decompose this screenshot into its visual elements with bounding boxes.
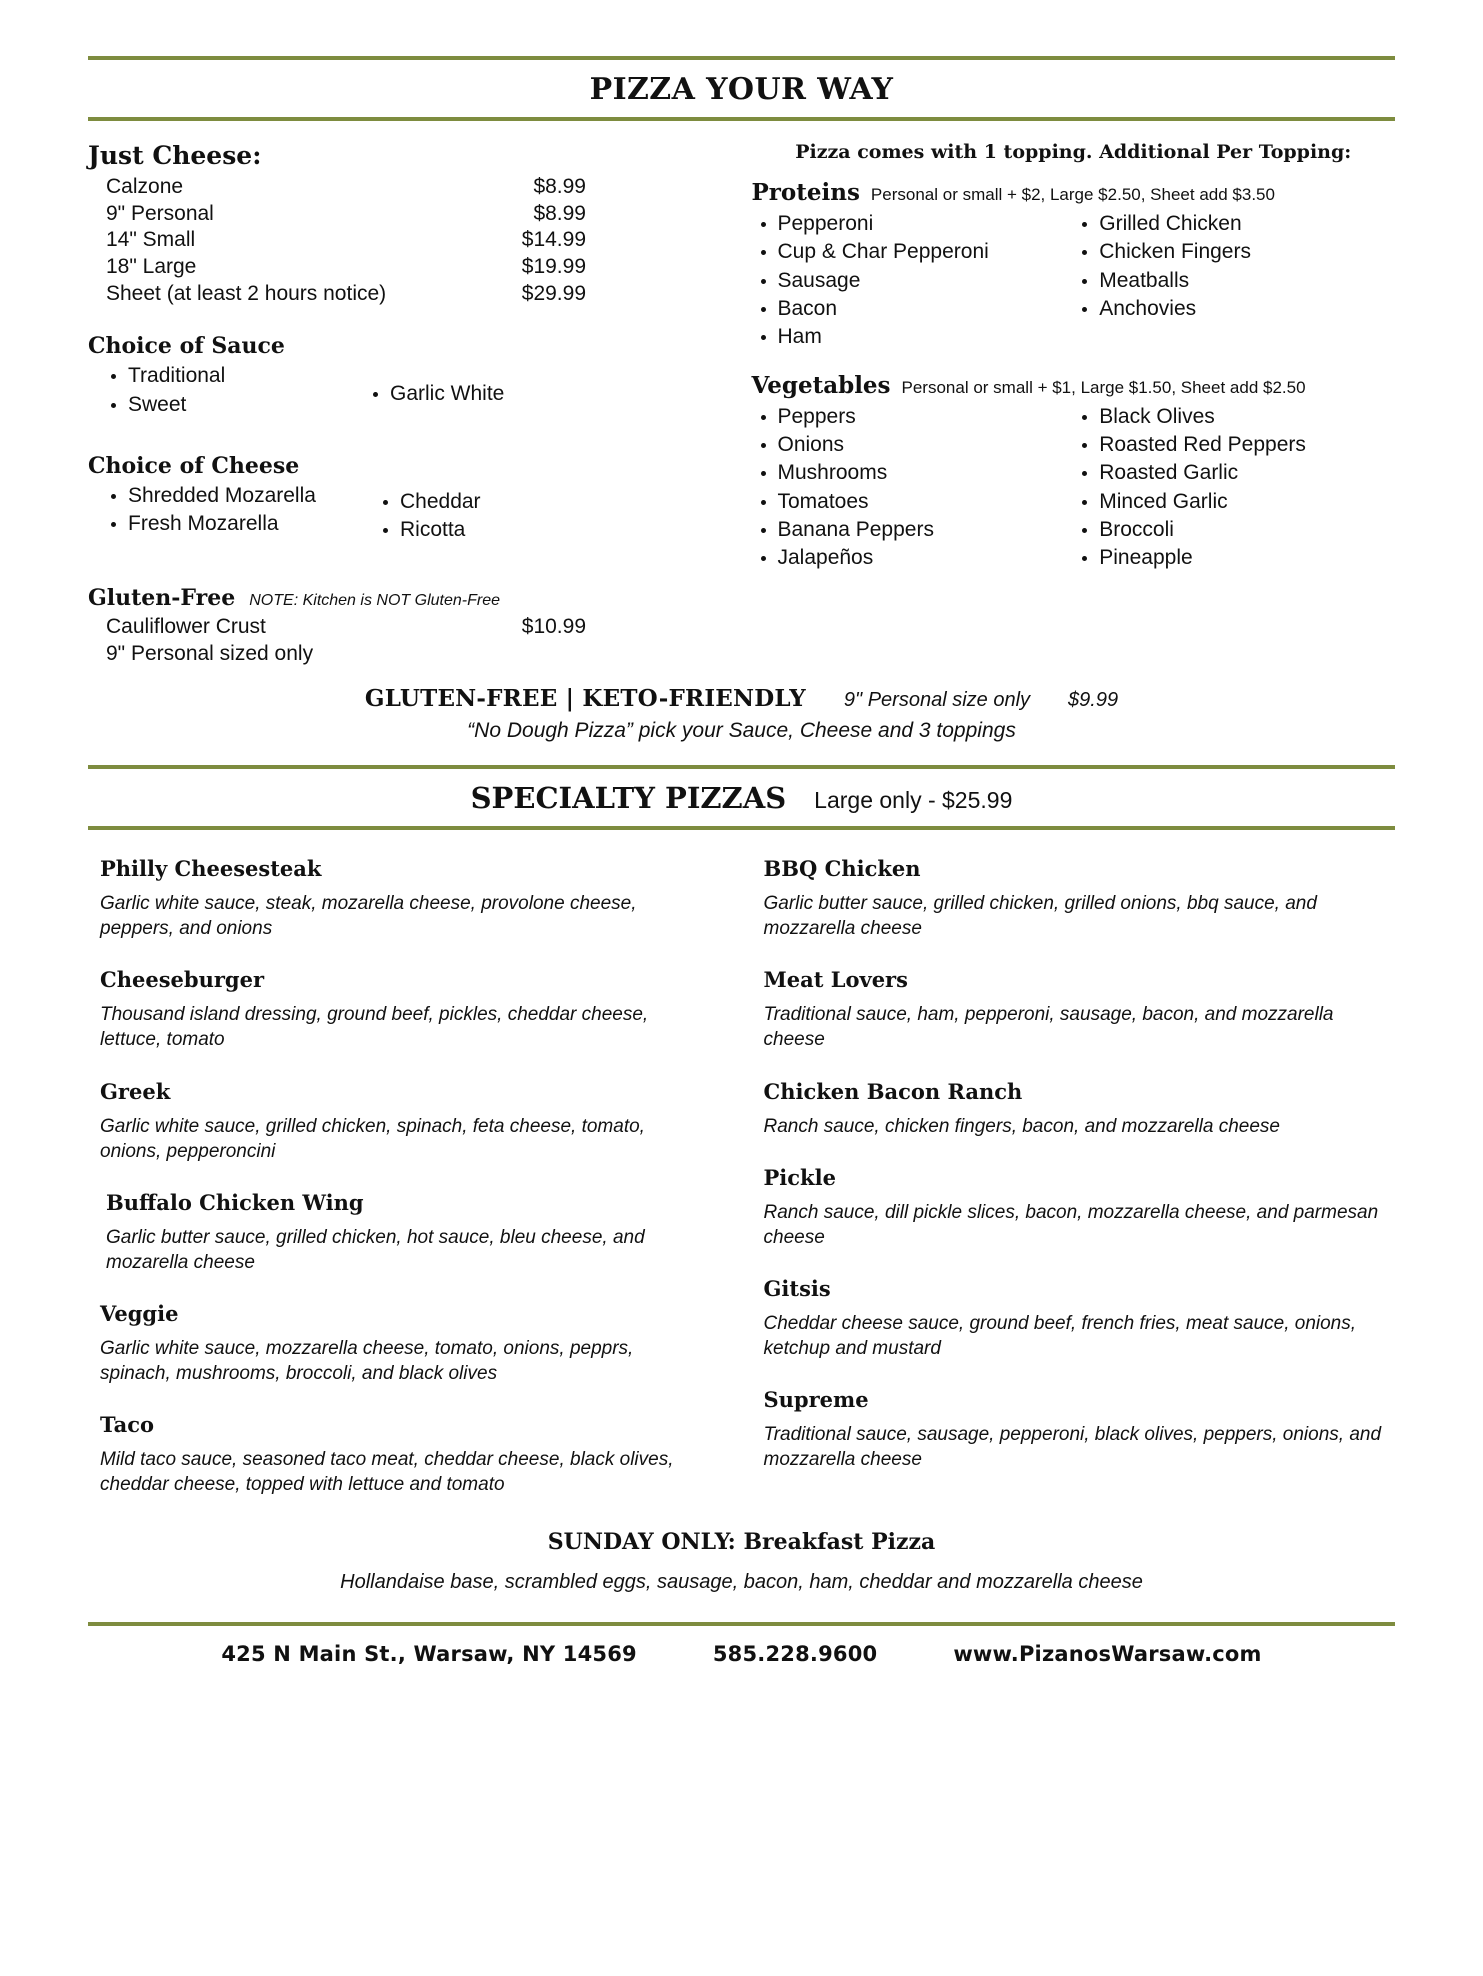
- list-item: Peppers: [752, 403, 1074, 431]
- left-column: [88, 141, 742, 667]
- item-price: $8.99: [533, 175, 586, 198]
- list-item: Shredded Mozarella: [102, 482, 374, 510]
- proteins-list: [752, 210, 1396, 352]
- choice-of-sauce-list: [102, 362, 734, 419]
- sunday-title: SUNDAY ONLY: Breakfast Pizza: [547, 1529, 936, 1556]
- keto-price: $9.99: [1068, 689, 1119, 712]
- item-name: Calzone: [106, 175, 184, 198]
- list-item: Meatballs: [1073, 267, 1395, 295]
- specialty-item: [764, 967, 1396, 1052]
- list-item: Roasted Garlic: [1073, 459, 1395, 487]
- pizza-description: Ranch sauce, chicken fingers, bacon, and mozzarella cheese: [763, 1115, 1280, 1137]
- item-name: 14" Small: [106, 228, 196, 252]
- specialty-item: [764, 1276, 1396, 1361]
- price-row: [106, 201, 586, 228]
- specialty-item: [100, 1301, 702, 1386]
- list-item: Onions: [752, 431, 1074, 459]
- specialty-item: [764, 1165, 1396, 1250]
- pizza-description: Mild taco sauce, seasoned taco meat, cheddar cheese, black olives, cheddar cheese, topped with lettuce and tomato: [100, 1449, 674, 1496]
- pizza-description: Cheddar cheese sauce, ground beef, french fries, meat sauce, onions, ketchup and mustard: [763, 1312, 1357, 1359]
- specialty-item: [100, 1190, 702, 1275]
- specialty-divider-lower: [88, 826, 1395, 830]
- price-row: [106, 254, 586, 281]
- price-row: [106, 613, 586, 640]
- list-item: Traditional: [102, 362, 364, 390]
- pizza-name: Buffalo Chicken Wing: [106, 1189, 364, 1215]
- footer-address: 425 N Main St., Warsaw, NY 14569: [221, 1642, 637, 1667]
- list-item: Roasted Red Peppers: [1073, 431, 1395, 459]
- pizza-name: Cheeseburger: [100, 967, 265, 993]
- vegetables-price-note: Personal or small + $1, Large $1.50, Sheet add $2.50: [901, 377, 1306, 397]
- list-item: Ricotta: [374, 516, 481, 544]
- page-title: PIZZA YOUR WAY: [589, 72, 894, 107]
- vegetables-heading-row: [752, 372, 1396, 399]
- right-column: [742, 141, 1396, 667]
- pizza-name: Gitsis: [763, 1275, 831, 1301]
- gluten-free-heading-row: [88, 585, 734, 611]
- pizza-name: Supreme: [763, 1386, 869, 1412]
- list-item: Tomatoes: [752, 488, 1074, 516]
- list-item: Fresh Mozarella: [102, 510, 374, 538]
- list-item: Cup & Char Pepperoni: [752, 238, 1074, 266]
- item-price: $19.99: [521, 254, 586, 278]
- list-item: Cheddar: [374, 488, 481, 516]
- list-item: Grilled Chicken: [1073, 210, 1395, 238]
- specialty-item: [764, 1387, 1396, 1472]
- footer-website[interactable]: www.PizanosWarsaw.com: [953, 1642, 1262, 1667]
- specialty-item: [100, 1412, 702, 1497]
- list-item: Jalapeños: [752, 544, 1074, 572]
- list-item: Sausage: [752, 267, 1074, 295]
- item-price: $14.99: [521, 228, 586, 252]
- keto-size-note: 9" Personal size only: [843, 689, 1031, 712]
- sunday-description: Hollandaise base, scrambled eggs, sausage, bacon, ham, cheddar and mozzarella cheese: [340, 1571, 1143, 1594]
- pizza-name: Taco: [100, 1412, 155, 1438]
- specialty-right-column: [742, 856, 1396, 1523]
- item-price: $8.99: [533, 201, 586, 225]
- specialty-item: [764, 1079, 1396, 1139]
- pizza-name: Pickle: [763, 1164, 836, 1190]
- item-price: $29.99: [521, 281, 586, 305]
- specialty-item: [100, 856, 702, 941]
- choice-of-sauce-heading: Choice of Sauce: [88, 333, 285, 360]
- item-name: Cauliflower Crust: [106, 614, 266, 638]
- gluten-free-note: NOTE: Kitchen is NOT Gluten-Free: [249, 591, 500, 609]
- list-item: Pepperoni: [752, 210, 1074, 238]
- list-item: Sweet: [102, 391, 364, 419]
- item-name: 18" Large: [106, 254, 197, 278]
- specialty-item: [100, 967, 702, 1052]
- list-item: Banana Peppers: [752, 516, 1074, 544]
- footer-phone[interactable]: 585.228.9600: [712, 1642, 878, 1667]
- specialty-title: SPECIALTY PIZZAS: [470, 781, 787, 816]
- pizza-description: Ranch sauce, dill pickle slices, bacon, mozzarella cheese, and parmesan cheese: [763, 1201, 1379, 1248]
- vegetables-heading: Vegetables: [751, 371, 891, 399]
- proteins-heading-row: [752, 179, 1396, 206]
- gluten-free-list: [106, 613, 734, 668]
- pizza-description: Garlic white sauce, grilled chicken, spinach, feta cheese, tomato, onions, pepperoncini: [100, 1115, 645, 1162]
- list-item: Bacon: [752, 295, 1074, 323]
- list-item: Black Olives: [1073, 403, 1395, 431]
- menu-page: [0, 56, 1483, 1976]
- proteins-price-note: Personal or small + $2, Large $2.50, Sheet add $3.50: [870, 185, 1275, 204]
- pizza-description: Garlic butter sauce, grilled chicken, grilled onions, bbq sauce, and mozzarella cheese: [763, 893, 1317, 940]
- list-item: Anchovies: [1073, 295, 1395, 323]
- price-row: [106, 227, 586, 254]
- specialty-subtitle: Large only - $25.99: [814, 787, 1013, 814]
- choice-of-cheese-list: [102, 482, 734, 545]
- specialty-item: [764, 856, 1396, 941]
- pizza-description: Traditional sauce, ham, pepperoni, sausage, bacon, and mozzarella cheese: [763, 1004, 1334, 1051]
- pizza-description: Garlic white sauce, mozzarella cheese, tomato, onions, pepprs, spinach, mushrooms, broccoli, and black olives: [100, 1337, 634, 1384]
- keto-banner: [88, 685, 1395, 743]
- list-item: Broccoli: [1073, 516, 1395, 544]
- keto-headline-row: [88, 685, 1395, 712]
- sunday-special: [88, 1529, 1395, 1594]
- list-item: Minced Garlic: [1073, 488, 1395, 516]
- specialty-columns: [88, 856, 1395, 1523]
- pizza-name: BBQ Chicken: [763, 856, 921, 882]
- list-item: Garlic White: [364, 380, 504, 408]
- item-price: $10.99: [521, 614, 586, 638]
- specialty-heading-row: [88, 769, 1395, 826]
- specialty-item: [100, 1079, 702, 1164]
- list-item: Pineapple: [1073, 544, 1395, 572]
- proteins-heading: Proteins: [751, 179, 860, 206]
- pizza-description: Traditional sauce, sausage, pepperoni, black olives, peppers, onions, and mozzarella cheese: [763, 1423, 1382, 1471]
- pizza-name: Philly Cheesesteak: [100, 856, 322, 882]
- top-divider-lower: [88, 117, 1395, 121]
- price-row: [106, 281, 586, 308]
- list-item: Chicken Fingers: [1073, 238, 1395, 266]
- just-cheese-heading: Just Cheese:: [88, 141, 262, 170]
- item-name: Sheet (at least 2 hours notice): [106, 281, 387, 305]
- toppings-intro: Pizza comes with 1 topping. Additional Per Topping:: [795, 141, 1352, 163]
- choice-of-cheese-heading: Choice of Cheese: [88, 452, 300, 479]
- pizza-name: Chicken Bacon Ranch: [763, 1078, 1023, 1104]
- footer: [88, 1626, 1395, 1666]
- gluten-free-heading: Gluten-Free: [88, 584, 236, 611]
- gluten-free-subnote: 9" Personal sized only: [106, 641, 314, 665]
- pizza-name: Veggie: [100, 1300, 179, 1326]
- vegetables-list: [752, 403, 1396, 573]
- pizza-description: Thousand island dressing, ground beef, pickles, cheddar cheese, lettuce, tomato: [100, 1004, 649, 1051]
- list-item: Mushrooms: [752, 459, 1074, 487]
- just-cheese-price-list: [106, 174, 734, 307]
- specialty-left-column: [88, 856, 742, 1523]
- price-row: [106, 174, 586, 201]
- pizza-description: Garlic white sauce, steak, mozarella cheese, provolone cheese, peppers, and onions: [100, 893, 637, 940]
- keto-title: GLUTEN-FREE | KETO-FRIENDLY: [364, 685, 806, 713]
- pizza-name: Meat Lovers: [763, 967, 908, 993]
- list-item: Ham: [752, 323, 1074, 351]
- item-name: 9" Personal: [106, 201, 214, 225]
- pizza-description: Garlic butter sauce, grilled chicken, hot sauce, bleu cheese, and mozarella cheese: [106, 1226, 645, 1273]
- pizza-name: Greek: [100, 1078, 171, 1104]
- pizza-your-way-columns: [88, 141, 1395, 667]
- keto-description: “No Dough Pizza” pick your Sauce, Cheese and 3 toppings: [467, 719, 1016, 743]
